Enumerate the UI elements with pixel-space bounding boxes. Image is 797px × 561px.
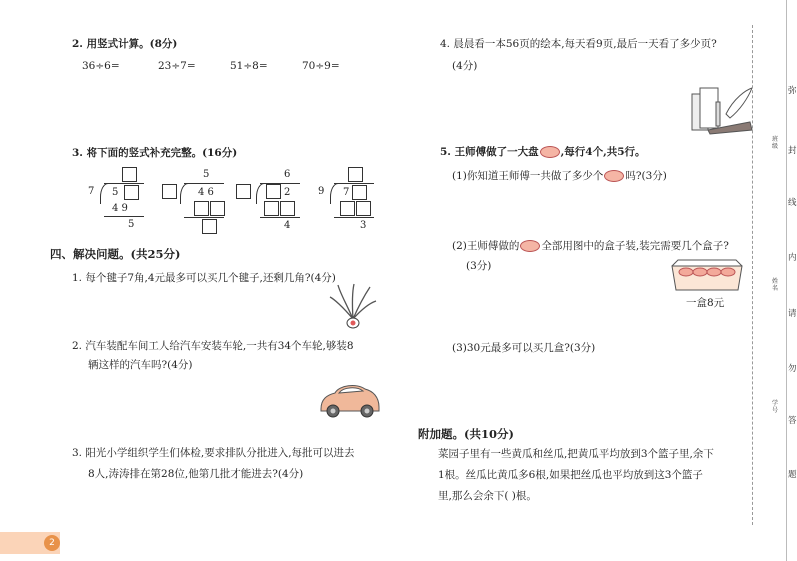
q2-title: 2. 用竖式计算。(8分) — [72, 38, 178, 50]
division-line — [334, 183, 374, 184]
pastry-icon — [520, 240, 540, 252]
product-digits: 4 9 — [112, 203, 128, 214]
answer-box[interactable] — [122, 167, 137, 182]
seal-label-name: 姓名 — [772, 278, 779, 292]
bonus-line-3: 里,那么会余下( )根。 — [438, 490, 537, 502]
problem-3-line-2: 8人,涛涛排在第28位,他第几批才能进去?(4分) — [88, 468, 304, 480]
q2-expr-1: 36÷6= — [82, 60, 120, 72]
answer-box[interactable] — [162, 184, 177, 199]
problem-4-line-1: 4. 晨晨看一本56页的绘本,每天看9页,最后一天看了多少页? — [440, 38, 717, 50]
problem-5-sub-2-score: (3分) — [466, 260, 492, 272]
seal-label-class: 班级 — [772, 136, 779, 150]
answer-box[interactable] — [194, 201, 209, 216]
answer-box[interactable] — [340, 201, 355, 216]
subtract-line — [184, 217, 224, 218]
quotient-digit: 5 — [203, 169, 210, 180]
subtract-line — [334, 217, 374, 218]
pastry-box-illustration — [670, 258, 744, 294]
answer-box[interactable] — [348, 167, 363, 182]
seal-char: 请 — [788, 309, 797, 319]
problem-2-line-2: 辆这样的汽车吗?(4分) — [88, 359, 193, 371]
bonus-line-2: 1根。丝瓜比黄瓜多6根,如果把丝瓜也平均放到这3个篮子 — [438, 469, 703, 481]
answer-box[interactable] — [236, 184, 251, 199]
answer-box[interactable] — [280, 201, 295, 216]
problem-2-line-1: 2. 汽车装配车间工人给汽车安装车轮,一共有34个车轮,够装8 — [72, 340, 354, 352]
bonus-title: 附加题。(共10分) — [418, 427, 514, 441]
box-price-caption: 一盒8元 — [686, 297, 725, 309]
bonus-line-1: 菜园子里有一些黄瓜和丝瓜,把黄瓜平均放到3个篮子里,余下 — [438, 448, 714, 460]
dividend-digit: 7 — [343, 187, 350, 198]
book-illustration — [690, 84, 756, 134]
page-number: 2 — [49, 538, 55, 548]
seal-char: 弥 — [788, 86, 797, 96]
sub-1-text-a: (1)你知道王师傅一共做了多少个 — [452, 170, 604, 182]
division-line — [104, 183, 144, 184]
answer-box[interactable] — [124, 185, 139, 200]
section-4-title: 四、解决问题。(共25分) — [50, 247, 181, 261]
pastry-icon — [604, 170, 624, 182]
q3-title: 3. 将下面的竖式补充完整。(16分) — [72, 147, 238, 159]
shuttlecock-illustration — [328, 283, 378, 333]
answer-box[interactable] — [202, 219, 217, 234]
seal-line — [786, 0, 787, 561]
seal-char: 内 — [788, 253, 797, 263]
division-bracket — [180, 183, 189, 204]
sub-2-text-b: 全部用图中的盒子装,装完需要几个盒子? — [541, 240, 729, 252]
seal-char: 封 — [788, 146, 797, 156]
subtract-line — [104, 216, 144, 217]
page-number-badge — [44, 535, 60, 551]
dividend-digit: 2 — [284, 187, 291, 198]
problem-5-title-a: 5. 王师傅做了一大盘 — [440, 146, 539, 158]
remainder: 4 — [284, 220, 291, 231]
quotient-digit: 6 — [284, 169, 291, 180]
problem-5-title — [440, 145, 646, 159]
sub-1-text-b: 吗?(3分) — [625, 170, 667, 182]
remainder: 5 — [128, 219, 135, 230]
q2-expr-3: 51÷8= — [230, 60, 268, 72]
seal-char: 答 — [788, 416, 797, 426]
sub-2-text-a: (2)王师傅做的 — [452, 240, 520, 252]
seal-char: 题 — [788, 470, 797, 480]
car-illustration — [317, 381, 381, 419]
answer-box[interactable] — [352, 185, 367, 200]
seal-char: 线 — [788, 198, 797, 208]
divisor: 7 — [88, 186, 95, 197]
division-bracket — [100, 183, 109, 204]
remainder: 3 — [360, 220, 367, 231]
seal-label-number: 学号 — [772, 400, 779, 414]
q2-expr-2: 23÷7= — [158, 60, 196, 72]
answer-box[interactable] — [264, 201, 279, 216]
dividend-digit: 5 — [112, 187, 119, 198]
problem-5-title-b: ,每行4个,共5行。 — [560, 146, 646, 158]
problem-5-sub-2 — [452, 239, 729, 253]
problem-3-line-1: 3. 阳光小学组织学生们体检,要求排队分批进入,每批可以进去 — [72, 447, 355, 459]
problem-5-sub-3: (3)30元最多可以买几盒?(3分) — [452, 342, 596, 354]
answer-box[interactable] — [266, 184, 281, 199]
division-bracket — [330, 183, 339, 204]
seal-line-dashed — [752, 25, 753, 525]
divisor: 9 — [318, 186, 325, 197]
answer-box[interactable] — [210, 201, 225, 216]
division-line — [184, 183, 224, 184]
dividend-digits: 4 6 — [198, 187, 214, 198]
pastry-icon — [540, 146, 560, 158]
q2-expr-4: 70÷9= — [302, 60, 340, 72]
seal-char: 勿 — [788, 364, 797, 374]
problem-1-text: 1. 每个毽子7角,4元最多可以买几个毽子,还剩几角?(4分) — [72, 272, 336, 284]
problem-5-sub-1 — [452, 169, 667, 183]
problem-4-line-2: (4分) — [452, 60, 478, 72]
subtract-line — [260, 217, 300, 218]
answer-box[interactable] — [356, 201, 371, 216]
